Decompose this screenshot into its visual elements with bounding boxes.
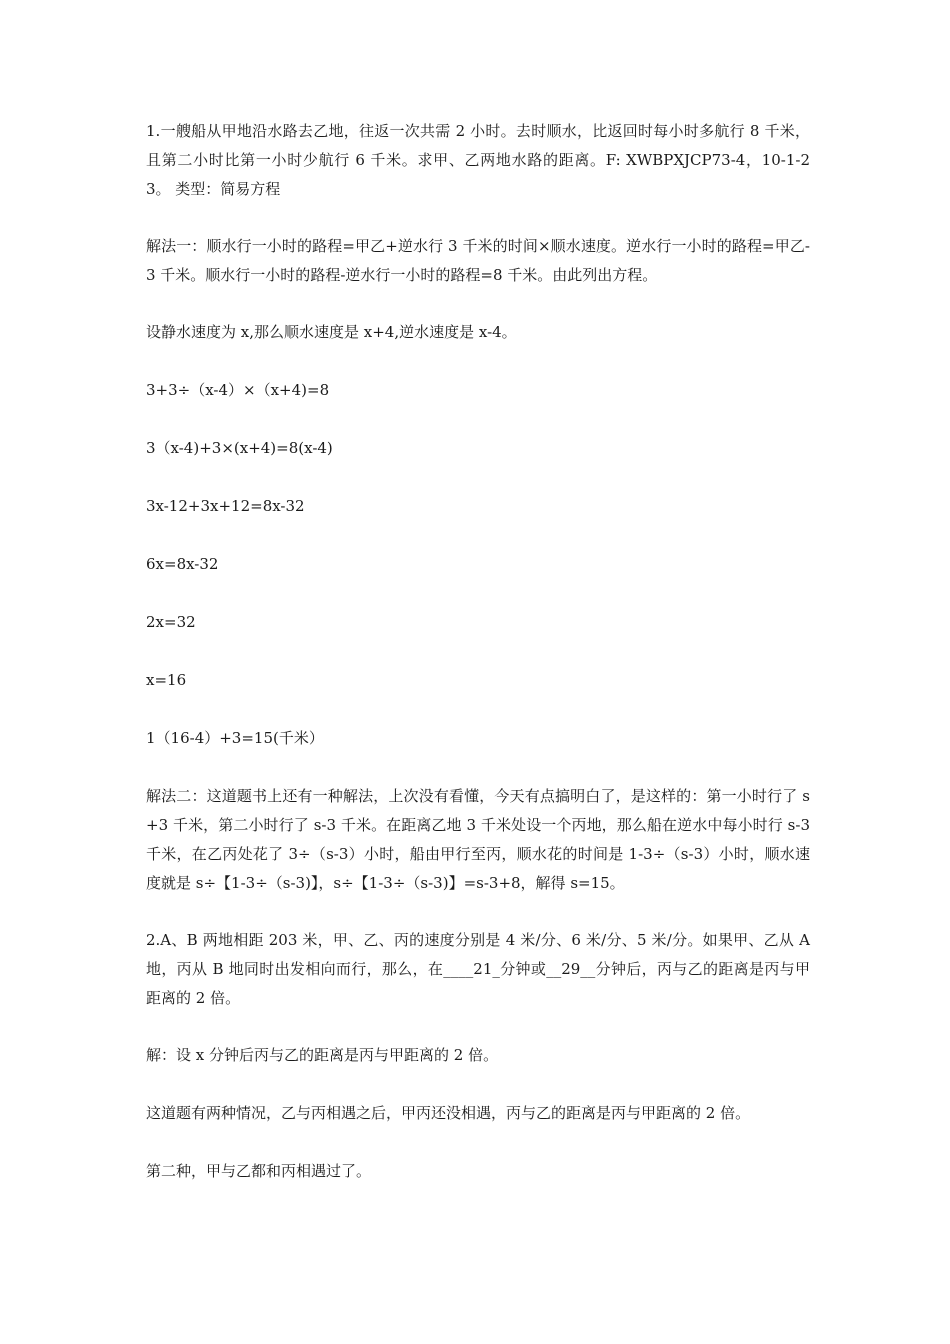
equation-step-3: 3x-12+3x+12=8x-32 [146, 497, 305, 515]
problem-2-statement: 2.A、B 两地相距 203 米，甲、乙、丙的速度分别是 4 米/分、6 米/分、5 米/分。如果甲、乙从 A 地，丙从 B 地同时出发相向而行，那么，在____21_分钟或__29__分钟后，丙与乙的距离是丙与甲距离的 2 倍。 [146, 931, 810, 1007]
equation-step-6: x=16 [146, 671, 187, 689]
solution-2-case-2: 第二种，甲与乙都和丙相遇过了。 [146, 1162, 372, 1180]
solution-2-case-1: 这道题有两种情况，乙与丙相遇之后，甲丙还没相遇，丙与乙的距离是丙与甲距离的 2 倍。 [146, 1104, 751, 1122]
equation-step-2: 3（x-4)+3×(x+4)=8(x-4) [146, 439, 333, 457]
solution-1-method-2: 解法二：这道题书上还有一种解法，上次没有看懂，今天有点搞明白了，是这样的：第一小时行了 s+3 千米，第二小时行了 s-3 千米。在距离乙地 3 千米处设一个丙地，那么船在逆水中每小时行 s-3 千米，在乙丙处花了 3÷（s-3）小时，船由甲行至丙，顺水花的时间是 1-3÷（s-3）小时，顺水速度就是 s÷【1-3÷（s-3)】，s÷【1-3÷（s-3)】=s-3+8，解得 s=15。 [146, 787, 810, 892]
document-page [146, 117, 810, 1215]
problem-1-statement: 1.一艘船从甲地沿水路去乙地，往返一次共需 2 小时。去时顺水，比返回时每小时多航行 8 千米，且第二小时比第一小时少航行 6 千米。求甲、乙两地水路的距离。F: XWBPXJCP73-4，10-1-23。 类型：简易方程 [146, 122, 810, 198]
equation-step-1: 3+3÷（x-4）×（x+4)=8 [146, 381, 330, 399]
solution-1-method-1: 解法一：顺水行一小时的路程=甲乙+逆水行 3 千米的时间×顺水速度。逆水行一小时的路程=甲乙-3 千米。顺水行一小时的路程-逆水行一小时的路程=8 千米。由此列出方程。 [146, 237, 810, 284]
equation-step-5: 2x=32 [146, 613, 196, 631]
solution-1-assumption: 设静水速度为 x,那么顺水速度是 x+4,逆水速度是 x-4。 [146, 323, 517, 341]
solution-2-setup: 解：设 x 分钟后丙与乙的距离是丙与甲距离的 2 倍。 [146, 1046, 499, 1064]
equation-result: 1（16-4）+3=15(千米） [146, 729, 324, 747]
equation-step-4: 6x=8x-32 [146, 555, 219, 573]
